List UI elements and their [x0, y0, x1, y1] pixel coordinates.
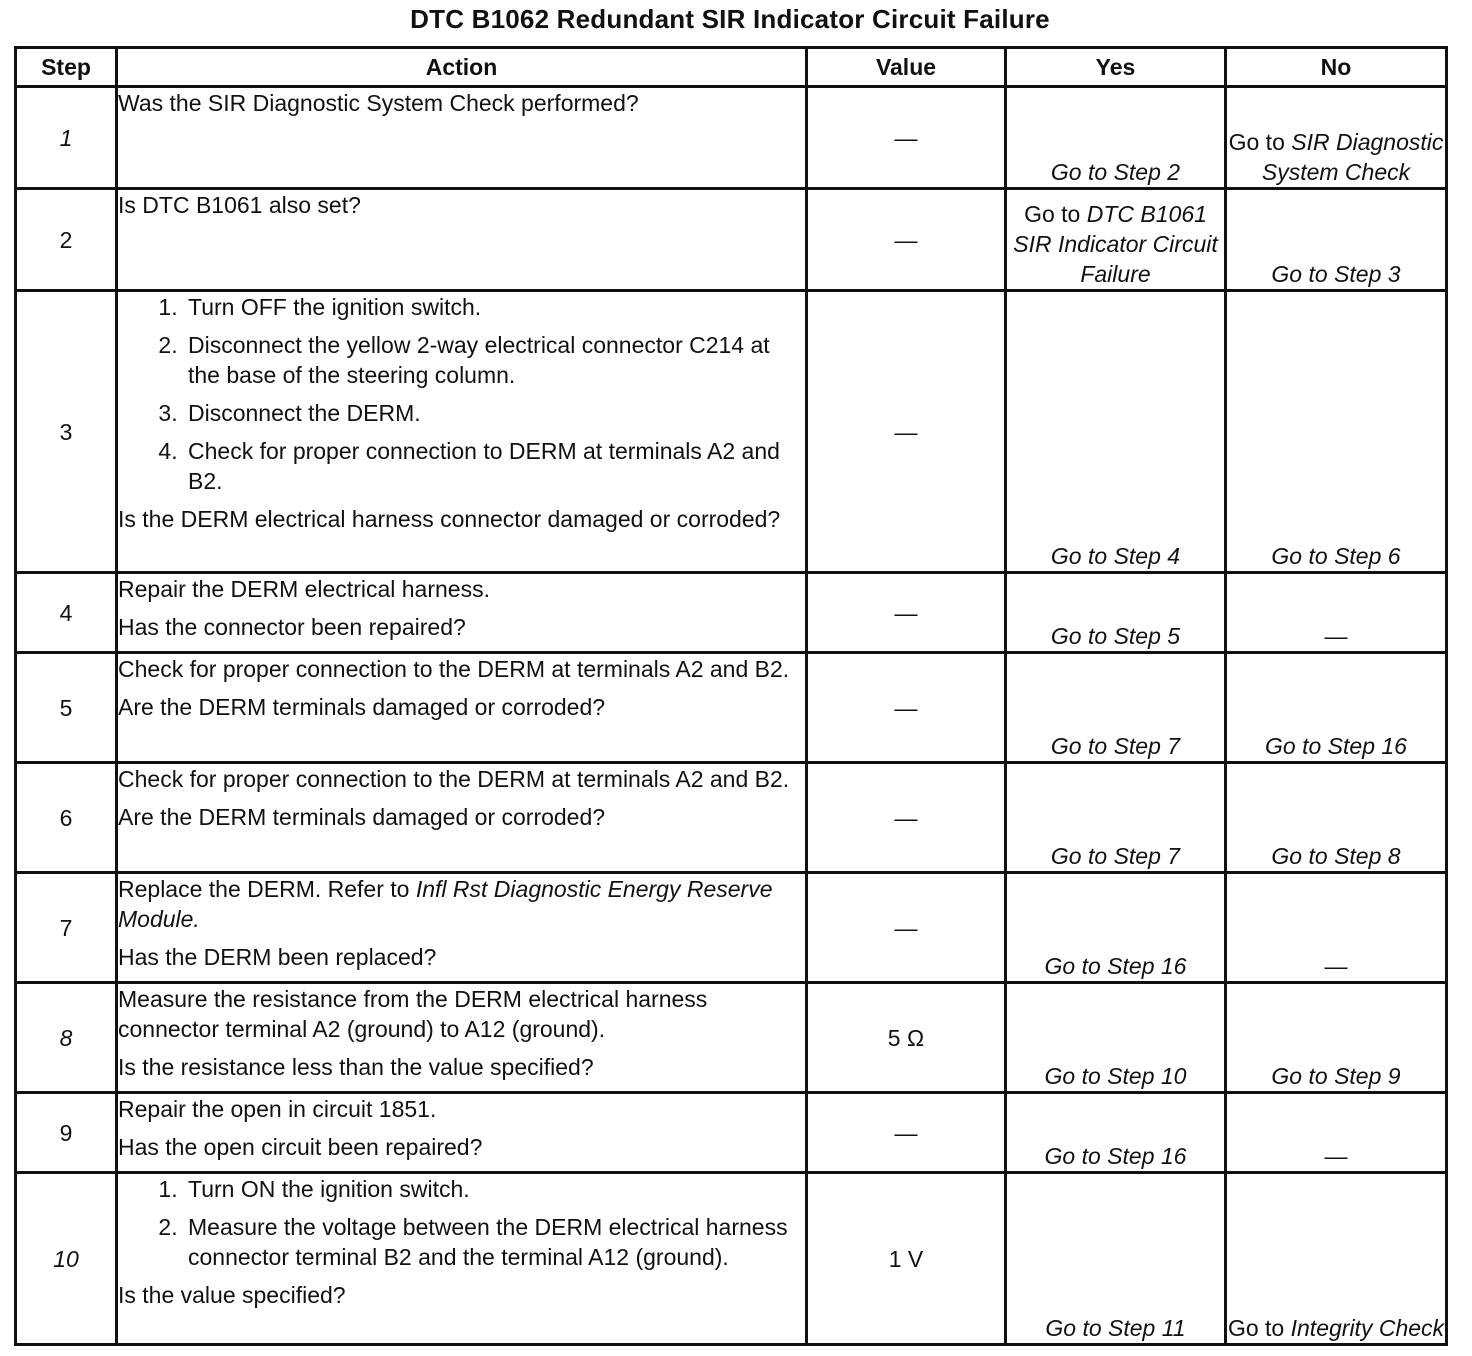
value-cell: —: [807, 189, 1006, 291]
page-title: DTC B1062 Redundant SIR Indicator Circuit Failure: [410, 4, 1050, 34]
yes-link[interactable]: Go to Step 16: [1044, 953, 1187, 979]
table-row: [16, 983, 1447, 1093]
no-cell: [1226, 189, 1447, 291]
yes-cell: [1006, 1093, 1226, 1173]
value-cell: —: [807, 763, 1006, 873]
no-cell: [1226, 87, 1447, 189]
yes-link[interactable]: Go to Step 16: [1044, 1143, 1187, 1169]
no-prefix: Go to: [1228, 129, 1285, 155]
yes-link[interactable]: Go to Step 7: [1050, 733, 1181, 759]
action-question: Are the DERM terminals damaged or corroded?: [118, 694, 606, 720]
yes-link[interactable]: Go to Step 4: [1050, 543, 1181, 569]
action-cell: [117, 1093, 807, 1173]
action-cell: [117, 873, 807, 983]
step-number: 6: [16, 763, 117, 873]
action-step-item: 2. Disconnect the yellow 2-way electrical connector C214 at the base of the steering column.: [184, 330, 805, 390]
step-number: 1: [16, 87, 117, 189]
yes-link[interactable]: Go to Step 11: [1045, 1315, 1186, 1341]
value-cell: —: [807, 653, 1006, 763]
action-question: Has the connector been repaired?: [118, 614, 466, 640]
step-number: 9: [16, 1093, 117, 1173]
header-step: Step: [16, 48, 117, 87]
header-yes: Yes: [1006, 48, 1226, 87]
action-step-item: 3. Disconnect the DERM.: [184, 398, 805, 428]
no-link[interactable]: Go to Step 8: [1271, 843, 1401, 869]
action-text: Check for proper connection to the DERM at terminals A2 and B2.: [118, 656, 790, 682]
no-cell: —: [1226, 873, 1447, 983]
action-step-item: 1. Turn ON the ignition switch.: [184, 1174, 805, 1204]
value-cell: —: [807, 291, 1006, 573]
action-cell: [117, 1173, 807, 1345]
table-row: [16, 763, 1447, 873]
step-number: 7: [16, 873, 117, 983]
no-link[interactable]: SIR Diagnostic System Check: [1261, 129, 1444, 185]
step-number: 2: [16, 189, 117, 291]
value-cell: —: [807, 573, 1006, 653]
action-text: Repair the DERM electrical harness.: [118, 576, 490, 602]
table-row: [16, 873, 1447, 983]
no-link[interactable]: Integrity Check: [1290, 1315, 1445, 1341]
no-cell: [1226, 763, 1447, 873]
yes-link[interactable]: Go to Step 5: [1050, 623, 1181, 649]
action-question: Is the resistance less than the value specified?: [118, 1054, 594, 1080]
action-text: [118, 874, 805, 934]
header-value: Value: [807, 48, 1006, 87]
table-row: [16, 189, 1447, 291]
action-question: Was the SIR Diagnostic System Check performed?: [118, 90, 639, 116]
step-number: 8: [16, 983, 117, 1093]
action-step-item: 1. Turn OFF the ignition switch.: [184, 292, 805, 322]
yes-link[interactable]: Go to Step 7: [1050, 843, 1181, 869]
value-cell: —: [807, 87, 1006, 189]
yes-prefix: Go to: [1024, 201, 1081, 227]
no-cell: [1226, 983, 1447, 1093]
value-cell: 1 V: [807, 1173, 1006, 1345]
yes-cell: [1006, 573, 1226, 653]
action-cell: [117, 653, 807, 763]
action-cell: [117, 983, 807, 1093]
step-number: 3: [16, 291, 117, 573]
yes-cell: [1006, 763, 1226, 873]
action-cell: [117, 573, 807, 653]
table-row: [16, 573, 1447, 653]
value-cell: 5 Ω: [807, 983, 1006, 1093]
action-question: Is the DERM electrical harness connector damaged or corroded?: [118, 506, 781, 532]
yes-cell: [1006, 1173, 1226, 1345]
action-text: Check for proper connection to the DERM at terminals A2 and B2.: [118, 766, 790, 792]
action-cell: [117, 763, 807, 873]
header-action: Action: [117, 48, 807, 87]
yes-link[interactable]: Go to Step 10: [1044, 1063, 1187, 1089]
action-text-prefix: Replace the DERM. Refer to: [118, 876, 410, 902]
no-cell: —: [1226, 1093, 1447, 1173]
yes-link[interactable]: Go to Step 2: [1050, 159, 1181, 185]
reference-link[interactable]: Infl Rst Diagnostic Energy Reserve Module.: [118, 876, 773, 932]
table-row: [16, 291, 1447, 573]
action-steps-list: [118, 1174, 805, 1272]
header-row: [16, 48, 1447, 87]
no-link[interactable]: Go to Step 9: [1271, 1063, 1401, 1089]
no-link[interactable]: Go to Step 16: [1265, 733, 1407, 759]
no-cell: [1226, 653, 1447, 763]
step-number: 5: [16, 653, 117, 763]
action-question: Is the value specified?: [118, 1282, 346, 1308]
header-no: No: [1226, 48, 1447, 87]
yes-cell: [1006, 873, 1226, 983]
table-row: [16, 1173, 1447, 1345]
no-cell: [1226, 1173, 1447, 1345]
action-question: Are the DERM terminals damaged or corroded?: [118, 804, 606, 830]
no-cell: —: [1226, 573, 1447, 653]
step-number: 10: [16, 1173, 117, 1345]
yes-cell: [1006, 291, 1226, 573]
yes-cell: [1006, 189, 1226, 291]
table-row: [16, 87, 1447, 189]
action-cell: [117, 87, 807, 189]
action-cell: [117, 291, 807, 573]
action-cell: [117, 189, 807, 291]
value-cell: —: [807, 873, 1006, 983]
no-link[interactable]: Go to Step 6: [1271, 543, 1401, 569]
action-question: Has the DERM been replaced?: [118, 944, 437, 970]
action-step-item: 2. Measure the voltage between the DERM electrical harness connector terminal B2 and the terminal A12 (ground).: [184, 1212, 805, 1272]
action-question: Is DTC B1061 also set?: [118, 192, 361, 218]
action-text: Measure the resistance from the DERM electrical harness connector terminal A2 (ground) to A12 (ground).: [118, 986, 708, 1042]
action-text: Repair the open in circuit 1851.: [118, 1096, 437, 1122]
table-row: [16, 653, 1447, 763]
no-cell: [1226, 291, 1447, 573]
value-cell: —: [807, 1093, 1006, 1173]
step-number: 4: [16, 573, 117, 653]
action-step-item: 4. Check for proper connection to DERM at terminals A2 and B2.: [184, 436, 805, 496]
diagnostic-table: [14, 46, 1448, 1346]
action-question: Has the open circuit been repaired?: [118, 1134, 483, 1160]
yes-cell: [1006, 983, 1226, 1093]
yes-link[interactable]: DTC B1061 SIR Indicator Circuit Failure: [1013, 201, 1218, 287]
action-steps-list: [118, 292, 805, 496]
no-prefix: Go to: [1227, 1315, 1285, 1341]
table-row: [16, 1093, 1447, 1173]
yes-cell: [1006, 653, 1226, 763]
yes-cell: [1006, 87, 1226, 189]
no-link[interactable]: Go to Step 3: [1271, 261, 1401, 287]
